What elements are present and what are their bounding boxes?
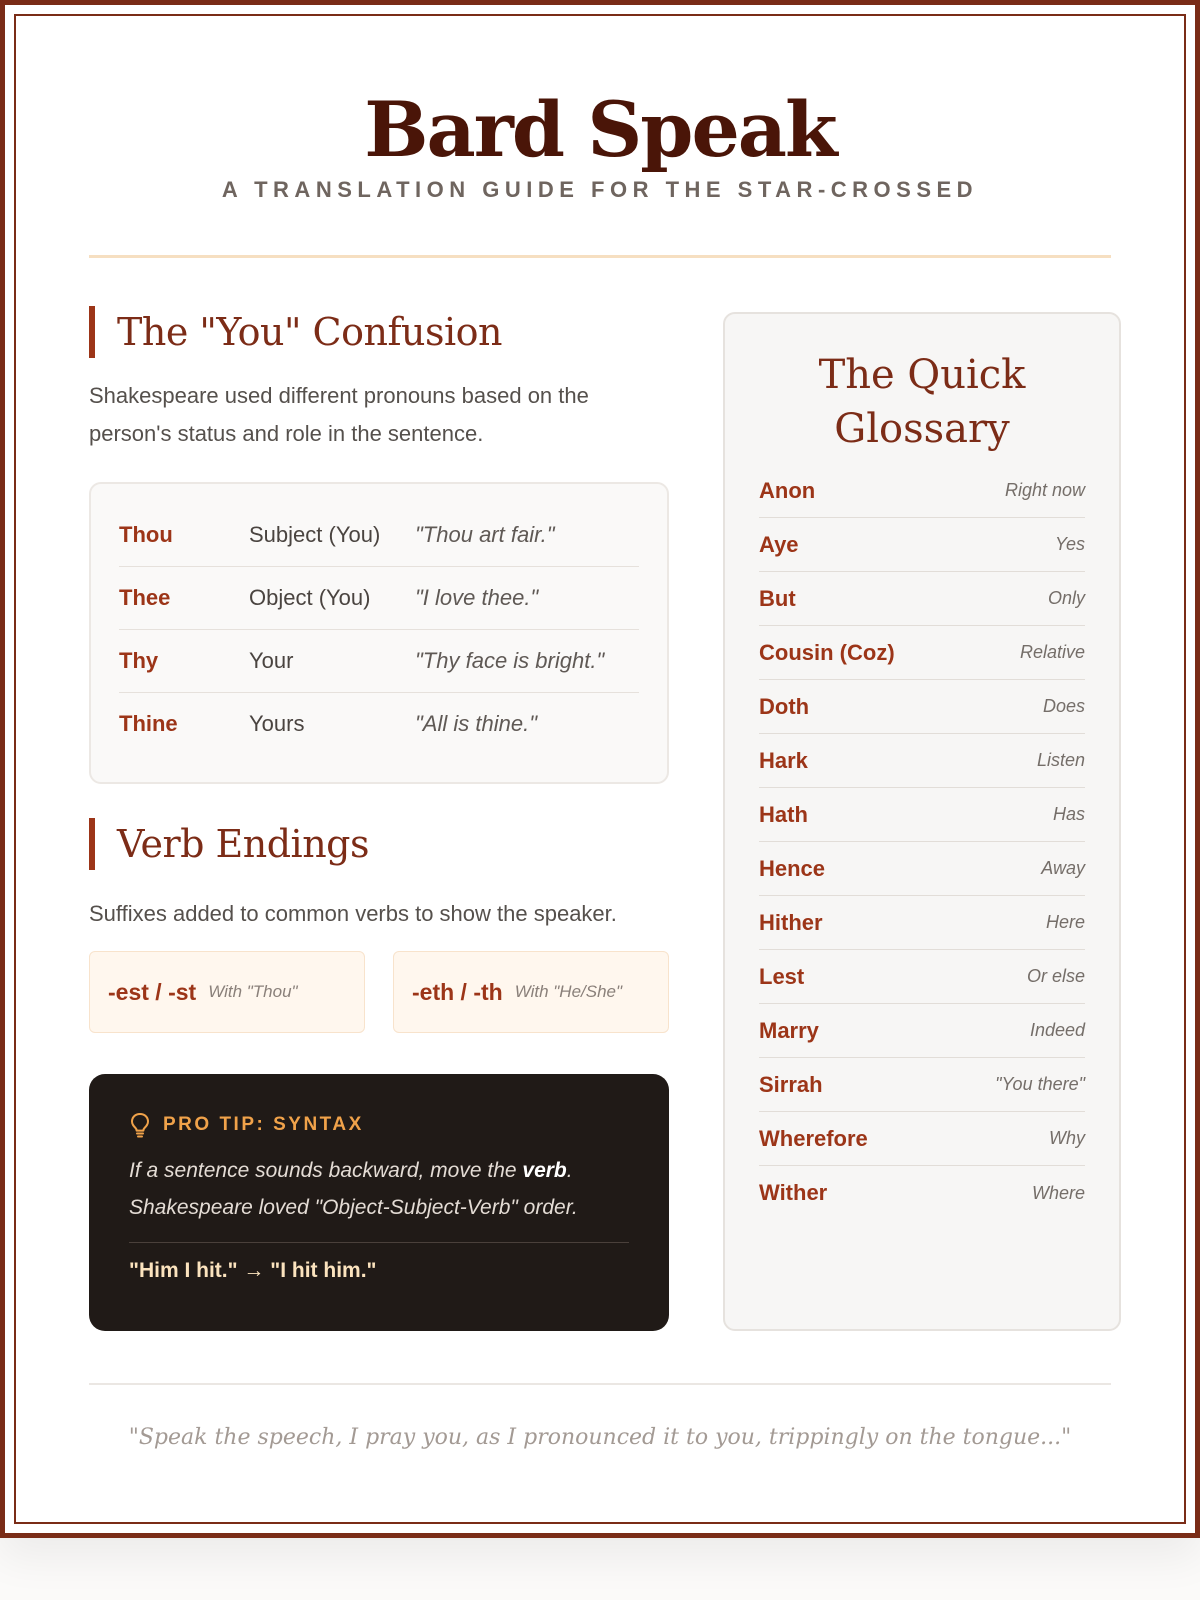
glossary-definition: Only (1047, 588, 1085, 608)
glossary-term: But (759, 585, 796, 611)
pronoun-role: Subject (You) (249, 522, 381, 547)
glossary-term: Sirrah (759, 1071, 823, 1097)
page-title: Bard Speak (364, 85, 836, 174)
pro-tip-bold-word: verb (522, 1159, 567, 1182)
pronoun-section-heading: The "You" Confusion (89, 306, 669, 358)
glossary-row (759, 680, 1085, 734)
glossary-definition: Listen (1036, 750, 1085, 770)
pronoun-word: Thine (119, 711, 178, 736)
glossary-definition: Why (1049, 1128, 1085, 1148)
pronoun-row (119, 567, 639, 630)
pro-tip-example: "Him I hit." → "I hit him." (129, 1259, 377, 1282)
glossary-term: Hither (759, 909, 823, 935)
pronoun-word: Thou (119, 522, 173, 547)
pronoun-role: Yours (249, 711, 305, 736)
glossary-row (759, 734, 1085, 788)
suffix-note: With "Thou" (208, 982, 298, 1001)
header-divider (89, 255, 1111, 258)
verb-section-description: Suffixes added to common verbs to show the speaker. (89, 901, 617, 926)
suffix-note: With "He/She" (514, 982, 623, 1001)
glossary-term: Hence (759, 855, 826, 881)
suffix-card-eth (393, 951, 669, 1033)
glossary-definition: Relative (1019, 642, 1085, 662)
glossary-row (759, 1004, 1085, 1058)
pronoun-word: Thee (119, 585, 171, 610)
pro-tip-header (129, 1110, 629, 1140)
glossary-term: Anon (759, 477, 816, 503)
glossary-definition: Right now (1004, 480, 1085, 500)
glossary-term: Wherefore (759, 1125, 868, 1151)
glossary-term: Hath (759, 801, 808, 827)
glossary-term: Cousin (Coz) (759, 639, 895, 665)
header (5, 85, 1195, 203)
footer-divider (89, 1383, 1111, 1385)
pronoun-section-description: Shakespeare used different pronouns based on the person's status and role in the sentence. (89, 383, 589, 446)
glossary-definition: Here (1045, 912, 1085, 932)
lightbulb-icon (129, 1112, 151, 1138)
glossary-row (759, 572, 1085, 626)
pronoun-row (119, 504, 639, 567)
page-subtitle: A TRANSLATION GUIDE FOR THE STAR-CROSSED (221, 177, 979, 202)
glossary-row (759, 1058, 1085, 1112)
glossary-row (759, 950, 1085, 1004)
glossary-term: Marry (759, 1017, 819, 1043)
pronoun-word: Thy (119, 648, 159, 673)
glossary-row (759, 1112, 1085, 1166)
pronoun-example: "I love thee." (415, 585, 539, 610)
glossary-row (759, 464, 1085, 518)
glossary-term: Wither (759, 1180, 828, 1205)
glossary-definition: Indeed (1029, 1020, 1085, 1040)
pro-tip-label: PRO TIP: SYNTAX (163, 1114, 364, 1135)
pro-tip-card (89, 1074, 669, 1331)
glossary-panel (723, 312, 1121, 1331)
glossary-definition: Or else (1026, 966, 1085, 986)
glossary-row (759, 626, 1085, 680)
glossary-definition: Where (1031, 1182, 1085, 1203)
glossary-title: The Quick Glossary (818, 352, 1026, 452)
glossary-row (759, 518, 1085, 572)
pronoun-example: "Thou art fair." (415, 522, 555, 547)
pro-tip-text-start: If a sentence sounds backward, move the (129, 1159, 523, 1182)
glossary-term: Aye (759, 531, 799, 557)
glossary-row (759, 788, 1085, 842)
glossary-term: Hark (759, 747, 808, 773)
suffix-ending: -est / -st (108, 978, 197, 1005)
footer-quote: "Speak the speech, I pray you, as I pronounced it to you, trippingly on the tongue..." (128, 1425, 1072, 1450)
pronoun-example: "Thy face is bright." (415, 648, 605, 673)
pronoun-row (119, 693, 639, 755)
pronoun-role: Object (You) (249, 585, 371, 610)
glossary-row (759, 896, 1085, 950)
glossary-definition: Away (1041, 858, 1085, 878)
pronoun-role: Your (249, 648, 294, 673)
pronoun-example: "All is thine." (415, 711, 537, 736)
pro-tip-text (129, 1152, 629, 1226)
glossary-definition: "You there" (995, 1074, 1085, 1094)
glossary-term: Doth (759, 693, 810, 719)
glossary-definition: Does (1042, 696, 1085, 716)
glossary-term: Lest (759, 963, 805, 989)
pro-tip-divider (129, 1242, 629, 1243)
glossary-definition: Yes (1054, 534, 1085, 554)
verb-section-heading: Verb Endings (89, 818, 669, 870)
suffix-card-est (89, 951, 365, 1033)
suffix-ending: -eth / -th (412, 978, 503, 1005)
glossary-row (759, 1166, 1085, 1220)
pronoun-table (89, 482, 669, 784)
glossary-definition: Has (1052, 804, 1085, 824)
glossary-row (759, 842, 1085, 896)
pro-tip-text-end: . Shakespeare loved "Object-Subject-Verb" order. (129, 1159, 578, 1219)
pronoun-row (119, 630, 639, 693)
